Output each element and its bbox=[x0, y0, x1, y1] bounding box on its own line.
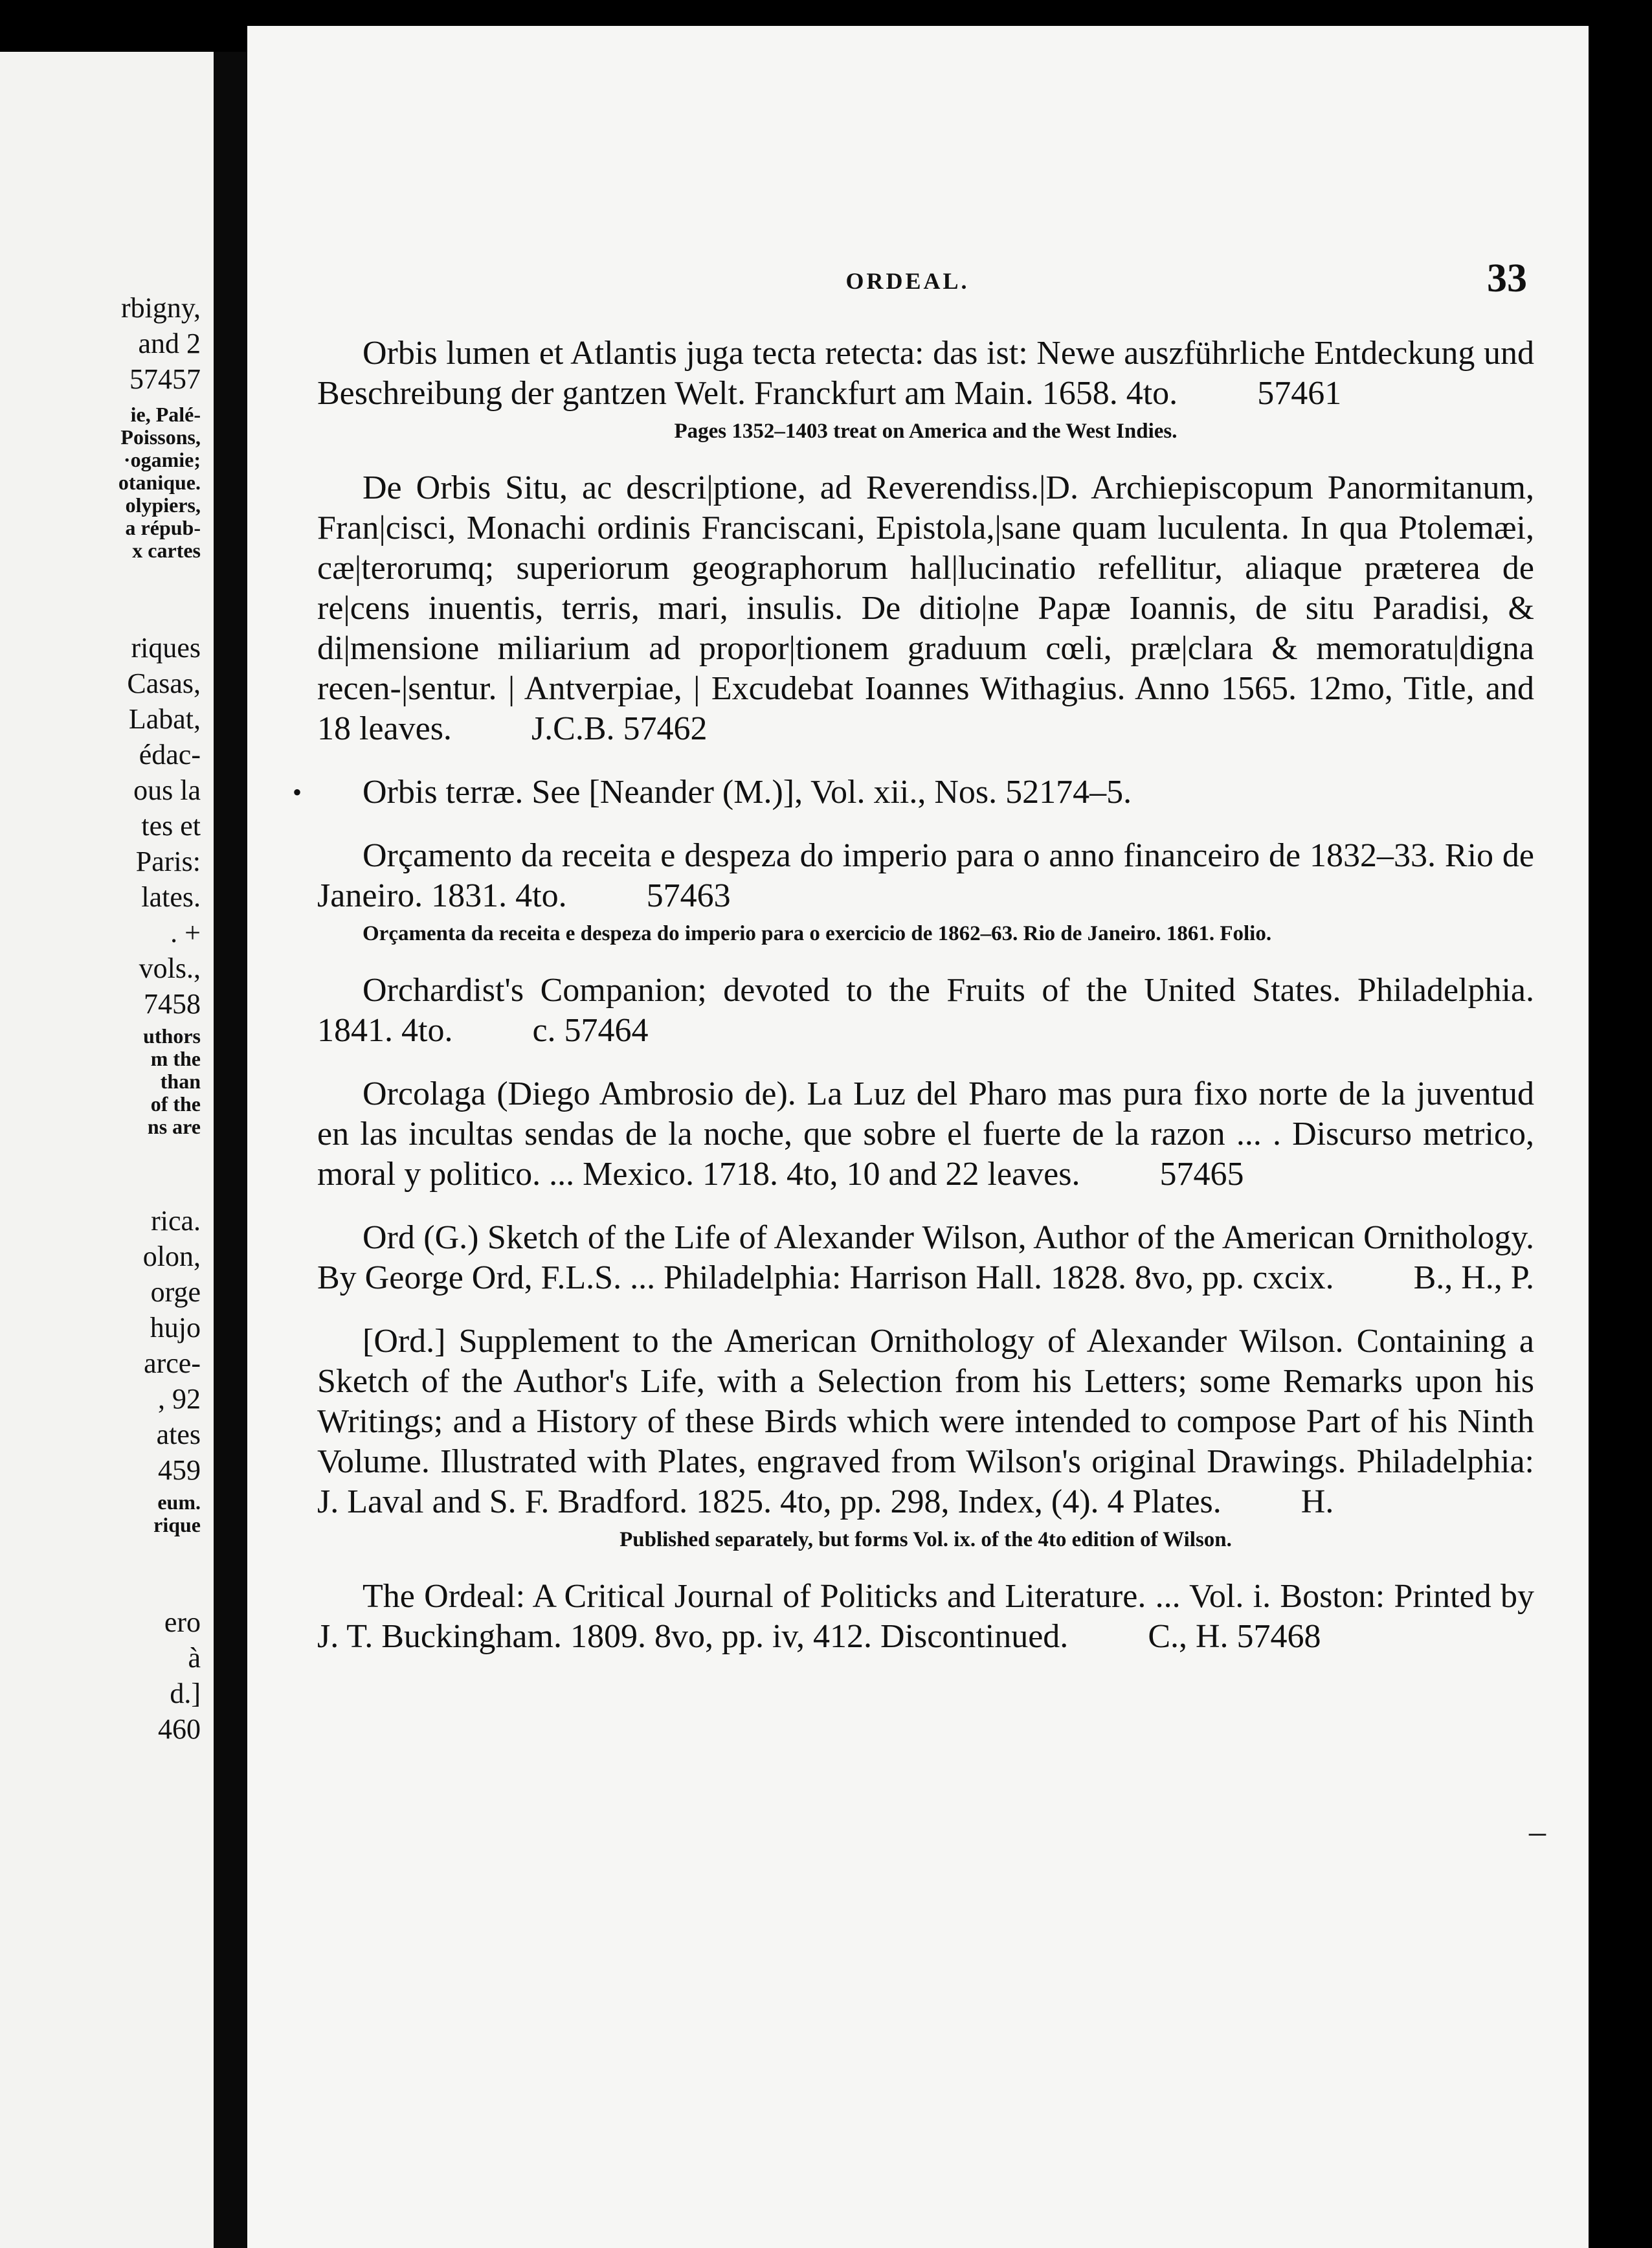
left-facing-page bbox=[0, 52, 214, 2248]
entry-body: Orbis lumen et Atlantis juga tecta retecta: das ist: Newe auszführliche Entdeckung und Beschreibung der gantzen Welt. Franckfurt am Main. 1658. 4to. bbox=[317, 335, 1534, 412]
left-page-line: rbigny, bbox=[120, 292, 201, 324]
left-page-line: eum. bbox=[157, 1490, 201, 1514]
left-page-line: x cartes bbox=[132, 539, 201, 562]
left-page-line: ous la bbox=[133, 774, 201, 806]
left-page-line: m the bbox=[150, 1047, 201, 1070]
entry-reference-number: 57461 bbox=[1257, 375, 1342, 412]
bibliography-entry bbox=[317, 468, 1534, 749]
left-page-line: uthors bbox=[143, 1024, 201, 1048]
entry-text bbox=[317, 1074, 1534, 1195]
bibliography-entry bbox=[317, 1074, 1534, 1195]
bibliography-entry bbox=[317, 1218, 1534, 1298]
left-page-line: Paris: bbox=[135, 846, 201, 877]
left-page-line: . + bbox=[170, 917, 201, 949]
left-page-line: hujo bbox=[150, 1312, 201, 1343]
left-page-line: rique bbox=[153, 1513, 201, 1536]
left-page-line: d.] bbox=[170, 1678, 201, 1709]
bibliography-entry bbox=[317, 772, 1534, 813]
left-page-line: ates bbox=[156, 1419, 201, 1450]
entry-text bbox=[317, 1321, 1534, 1522]
entry-note: Orçamenta da receita e despeza do imperio para o exercicio de 1862–63. Rio de Janeiro. 1861. Folio. bbox=[363, 922, 1272, 945]
left-page-line: vols., bbox=[139, 952, 201, 984]
page-edge bbox=[1589, 0, 1652, 2248]
left-page-line: olypiers, bbox=[125, 493, 201, 517]
entry-reference-number: C., H. 57468 bbox=[1148, 1618, 1321, 1655]
book-gutter bbox=[214, 52, 247, 2248]
left-page-line: and 2 bbox=[138, 328, 201, 359]
entry-body: De Orbis Situ, ac descri|ptione, ad Reverendiss.|D. Archiepiscopum Panormitanum, Fran|cisci, Monachi ordinis Franciscani, Epistola,|sane quam luculenta. In qua Ptolemæi, cæ|terorumq; superiorum geographorum hal|lucinatio refellitur, aliaque præterea de re|cens inuentis, terris, mari, insulis. De ditio|ne Papæ Ioannis, de situ Paradisi, & di|mensione miliarium ad propor|tionem graduum cœli, præ|clara & memoratu|digna recen-|sentur. | Antverpiae, | Excudebat Ioannes Withagius. Anno 1565. 12mo, Title, and 18 leaves. bbox=[317, 469, 1534, 747]
entry-body: Ord (G.) Sketch of the Life of Alexander Wilson, Author of the American Ornithology. By George Ord, F.L.S. ... Philadelphia: Harrison Hall. 1828. 8vo, pp. cxcix. bbox=[317, 1219, 1534, 1296]
bibliography-entry bbox=[317, 971, 1534, 1051]
left-page-line: ns are bbox=[147, 1115, 201, 1138]
bibliography-entry bbox=[317, 1321, 1534, 1553]
entry-text bbox=[317, 836, 1534, 916]
left-page-line: Poissons, bbox=[120, 425, 201, 449]
left-page-line: arce- bbox=[144, 1347, 201, 1379]
entry-reference-number: B., H., P. bbox=[1413, 1259, 1534, 1296]
entry-body: Orchardist's Companion; devoted to the Fruits of the United States. Philadelphia. 1841. 4to. bbox=[317, 972, 1534, 1049]
entry-text bbox=[317, 971, 1534, 1051]
left-page-line: ie, Palé- bbox=[130, 403, 201, 426]
left-page-line: tes et bbox=[141, 810, 201, 842]
left-page-line: otanique. bbox=[118, 471, 201, 494]
running-head: ORDEAL. bbox=[845, 268, 970, 294]
entry-body: The Ordeal: A Critical Journal of Politicks and Literature. ... Vol. i. Boston: Printed by J. T. Buckingham. 1809. 8vo, pp. iv, 412. Discontinued. bbox=[317, 1578, 1534, 1655]
margin-dash: – bbox=[1529, 1814, 1546, 1850]
page-header bbox=[247, 249, 1589, 320]
entry-text bbox=[317, 468, 1534, 749]
entry-reference-number: J.C.B. 57462 bbox=[531, 710, 708, 747]
entry-body: Orcolaga (Diego Ambrosio de). La Luz del Pharo mas pura fixo norte de la juventud en las incultas sendas de la noche, que sobre el fuerte de la razon ... . Discurso metrico, moral y politico. ... Mexico. 1718. 4to, 10 and 22 leaves. bbox=[317, 1075, 1534, 1193]
entry-reference-number: 57465 bbox=[1159, 1156, 1244, 1193]
left-page-line: than bbox=[160, 1070, 201, 1093]
entry-text bbox=[317, 772, 1534, 813]
left-page-line: 57457 bbox=[129, 363, 201, 395]
left-page-line: 459 bbox=[158, 1454, 201, 1486]
entry-note: Pages 1352–1403 treat on America and the West Indies. bbox=[674, 420, 1178, 443]
bibliography-entries bbox=[317, 333, 1534, 1680]
entry-body: Orçamento da receita e despeza do imperio para o anno financeiro de 1832–33. Rio de Janeiro. 1831. 4to. bbox=[317, 837, 1534, 914]
left-page-line: lates. bbox=[141, 881, 201, 913]
left-page-line: olon, bbox=[142, 1241, 201, 1272]
entry-note: Published separately, but forms Vol. ix. of the 4to edition of Wilson. bbox=[620, 1528, 1232, 1551]
entry-text bbox=[317, 333, 1534, 414]
entry-reference-number: c. 57464 bbox=[532, 1012, 649, 1049]
left-page-line: ·ogamie; bbox=[123, 448, 201, 471]
margin-bullet: • bbox=[293, 778, 302, 807]
entry-reference-number: 57463 bbox=[646, 877, 731, 914]
entry-reference-number: H. bbox=[1300, 1483, 1334, 1520]
left-page-line: of the bbox=[150, 1092, 201, 1116]
left-page-line: ero bbox=[164, 1606, 201, 1638]
entry-body: [Ord.] Supplement to the American Ornithology of Alexander Wilson. Containing a Sketch of the Author's Life, with a Selection from his Letters; some Remarks upon his Writings; and a History of these Birds which were intended to compose Part of his Ninth Volume. Illustrated with Plates, engraved from Wilson's original Drawings. Philadelphia: J. Laval and S. F. Bradford. 1825. 4to, pp. 298, Index, (4). 4 Plates. bbox=[317, 1323, 1534, 1520]
left-page-line: à bbox=[188, 1642, 201, 1674]
bibliography-entry bbox=[317, 333, 1534, 445]
left-page-line: Labat, bbox=[128, 703, 201, 735]
left-page-line: a répub- bbox=[125, 516, 201, 539]
left-page-line: , 92 bbox=[158, 1383, 201, 1415]
left-page-line: rica. bbox=[151, 1205, 201, 1237]
main-page bbox=[247, 26, 1589, 2248]
entry-body: Orbis terræ. See [Neander (M.)], Vol. xii., Nos. 52174–5. bbox=[363, 774, 1132, 811]
bibliography-entry bbox=[317, 836, 1534, 947]
left-page-line: édac- bbox=[139, 739, 201, 770]
left-page-line: orge bbox=[150, 1276, 201, 1308]
left-page-line: riques bbox=[131, 632, 201, 664]
bibliography-entry bbox=[317, 1577, 1534, 1657]
page-number: 33 bbox=[1487, 256, 1527, 300]
entry-text bbox=[317, 1577, 1534, 1657]
left-page-line: Casas, bbox=[127, 668, 201, 699]
left-page-line: 7458 bbox=[144, 988, 201, 1020]
entry-text bbox=[317, 1218, 1534, 1298]
left-page-line: 460 bbox=[158, 1713, 201, 1745]
